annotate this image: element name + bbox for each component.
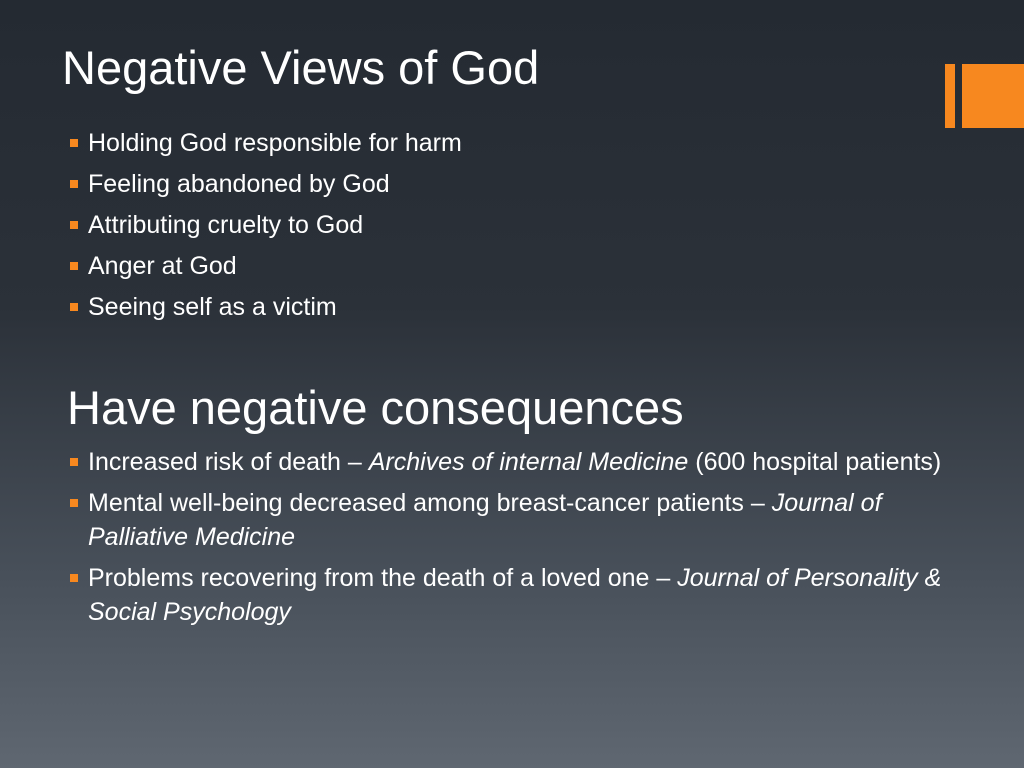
- square-bullet-icon: [70, 574, 78, 582]
- list-item: Feeling abandoned by God: [68, 164, 968, 205]
- list-item: [68, 445, 968, 479]
- list-item: Holding God responsible for harm: [68, 123, 968, 164]
- bullet-list-views: [68, 123, 968, 328]
- slide-title: Negative Views of God: [62, 41, 540, 94]
- square-bullet-icon: [70, 139, 78, 147]
- source-citation: Archives of internal Medicine: [368, 448, 689, 476]
- square-bullet-icon: [70, 180, 78, 188]
- square-bullet-icon: [70, 499, 78, 507]
- source-citation: Journal of Palliative Medicine: [88, 489, 882, 551]
- item-tail: (600 hospital patients): [688, 448, 942, 476]
- section-heading: Have negative consequences: [67, 381, 684, 434]
- list-item: [68, 561, 968, 629]
- square-bullet-icon: [70, 262, 78, 270]
- bullet-list-consequences: [68, 445, 968, 636]
- list-item: Seeing self as a victim: [68, 287, 968, 328]
- item-text: Problems recovering from the death of a loved one –: [88, 564, 678, 592]
- accent-bar-thin: [945, 64, 955, 128]
- square-bullet-icon: [70, 458, 78, 466]
- accent-bar-thick: [962, 64, 1024, 128]
- list-item: Attributing cruelty to God: [68, 205, 968, 246]
- item-text: Mental well-being decreased among breast-cancer patients –: [88, 489, 772, 517]
- source-citation: Journal of Personality & Social Psychology: [88, 564, 942, 626]
- list-item: Anger at God: [68, 246, 968, 287]
- item-text: Increased risk of death –: [88, 448, 369, 476]
- square-bullet-icon: [70, 221, 78, 229]
- square-bullet-icon: [70, 303, 78, 311]
- list-item: [68, 486, 968, 554]
